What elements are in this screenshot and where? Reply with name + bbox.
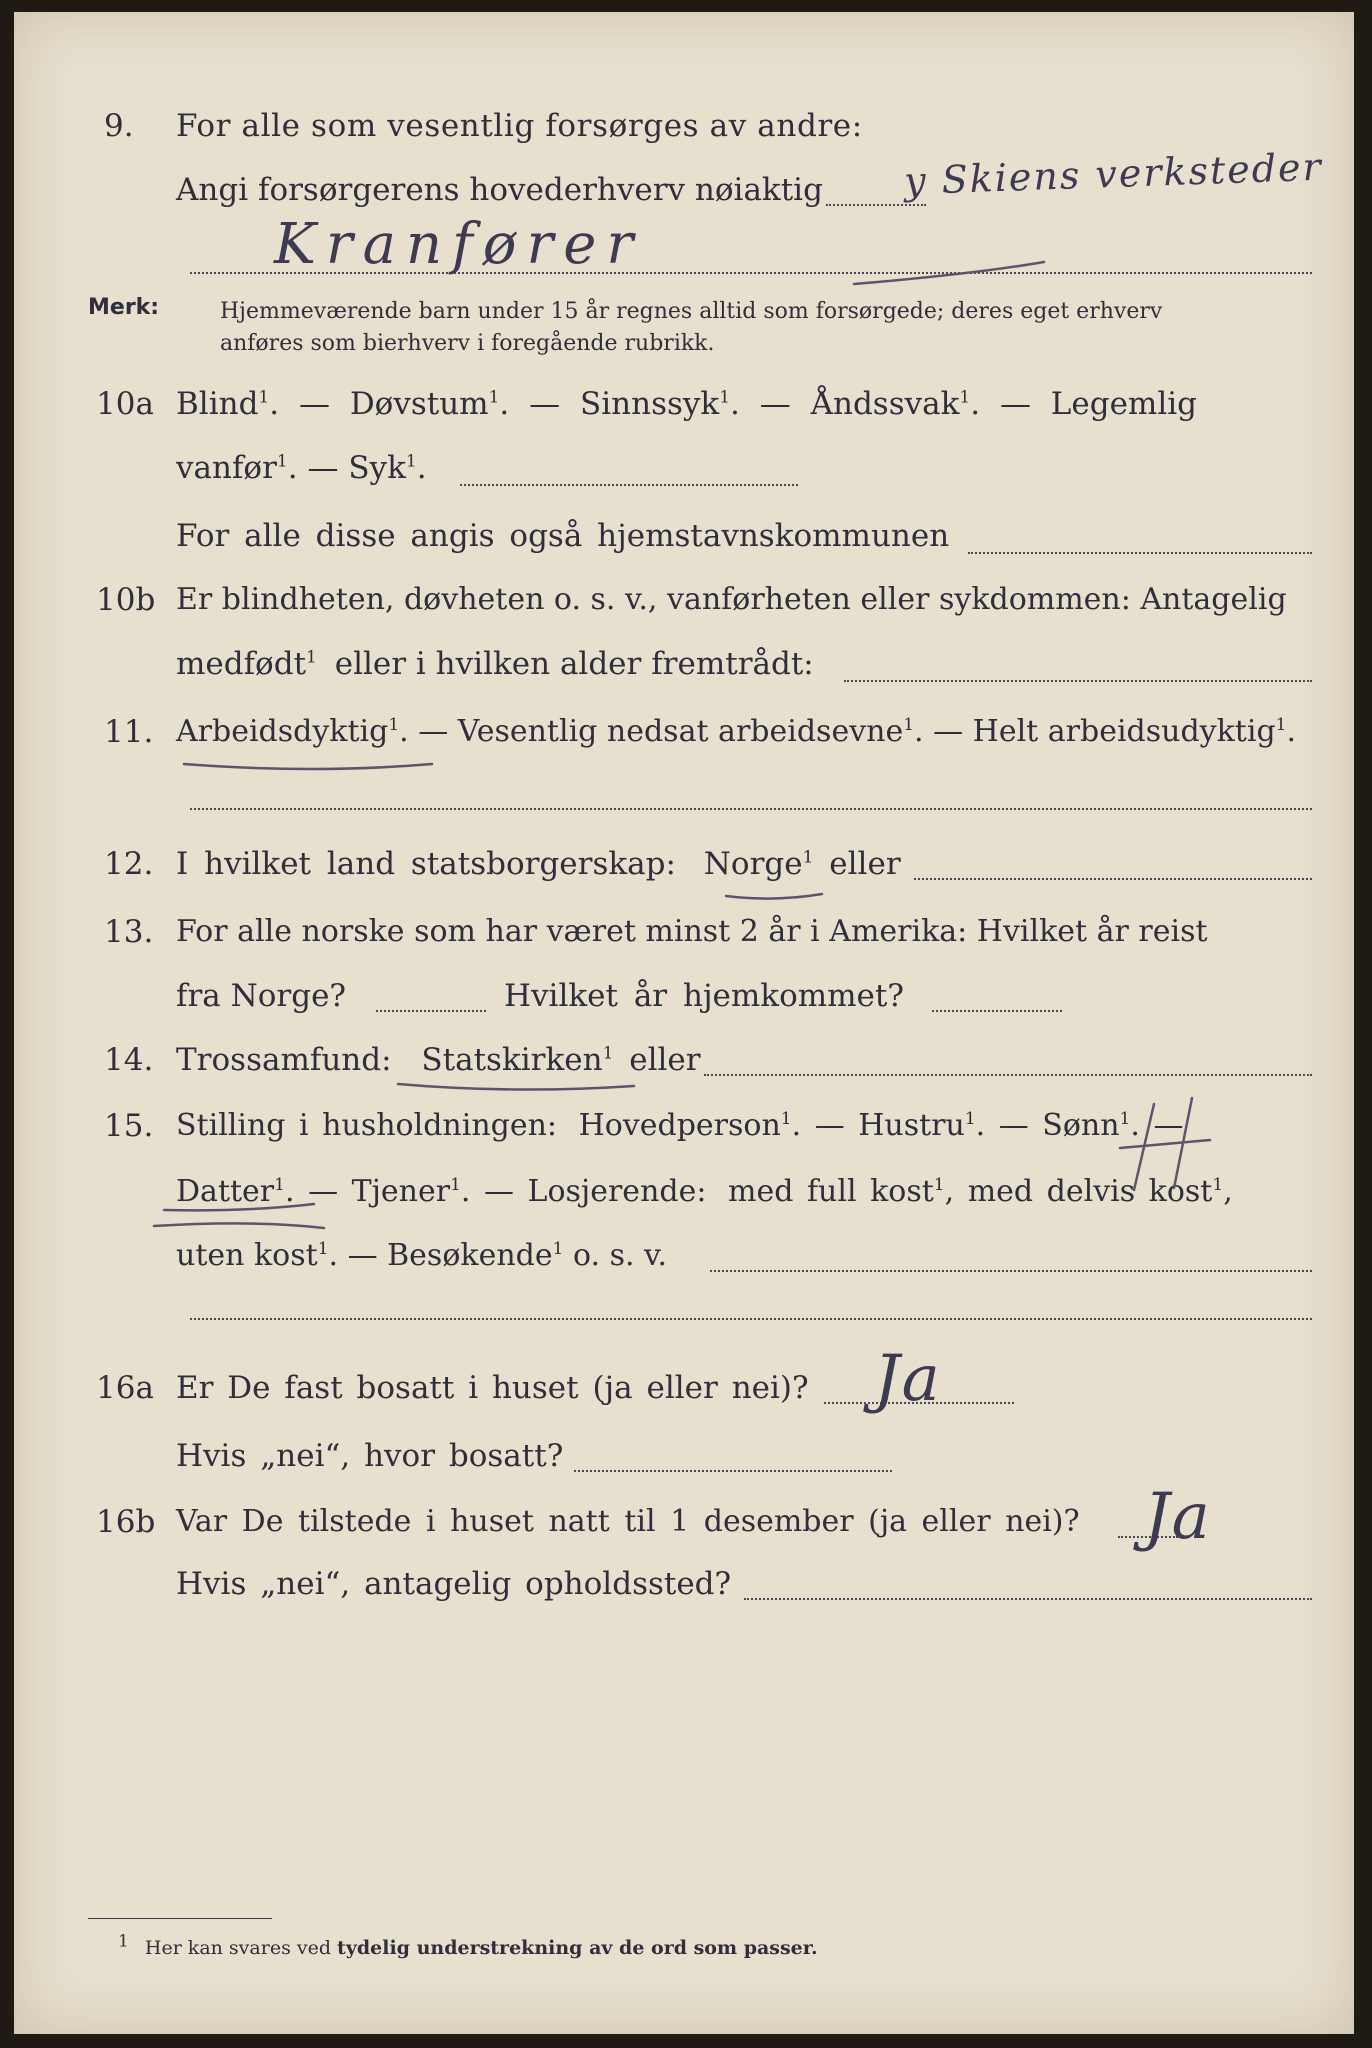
q10a-line3: For alle disse angis også hjemstavnskommunen xyxy=(176,518,950,554)
census-form-page xyxy=(14,12,1354,2034)
q15-number: 15. xyxy=(104,1108,154,1144)
q15-line1: Stilling i husholdningen: Hovedperson$^1$. — Hustru$^1$. — Sønn$^1$. — xyxy=(176,1108,1184,1143)
q15-label: Stilling i husholdningen: xyxy=(176,1108,558,1143)
q10a-line1: Blind$^1$. — Døvstum$^1$. — Sinnssyk$^1$. — Åndssvak$^1$. — Legemlig xyxy=(176,386,1197,422)
option-sonn[interactable]: — Sønn xyxy=(998,1108,1120,1143)
option-hovedperson[interactable]: Hovedperson xyxy=(578,1108,781,1143)
footnote-bold: tydelig understrekning av de ord som passer. xyxy=(337,1937,818,1959)
q15-dash: — xyxy=(1153,1108,1184,1143)
q10b-number: 10b xyxy=(96,582,156,618)
q15-line2: Datter$^1$. — Tjener$^1$. — Losjerende: med full kost$^1$, med delvis kost$^1$, xyxy=(176,1174,1233,1209)
q9-number: 9. xyxy=(104,108,134,144)
underline-arbeidsdyktig xyxy=(184,764,432,769)
q13-fra-norge: fra Norge? xyxy=(176,978,347,1014)
option-legemlig[interactable]: — Legemlig xyxy=(999,386,1197,422)
q9-line1: For alle som vesentlig forsørges av andre: xyxy=(176,108,863,144)
q10b-alder: eller i hvilken alder fremtrådt: xyxy=(334,646,814,682)
underline-norge xyxy=(726,894,822,899)
q12-number: 12. xyxy=(104,846,154,882)
q15-line3: uten kost$^1$. — Besøkende$^1$ o. s. v. xyxy=(176,1238,667,1273)
option-med-delvis-kost[interactable]: med delvis kost xyxy=(967,1174,1213,1209)
q14-eller: eller xyxy=(629,1042,701,1078)
q16b-line2: Hvis „nei“, antagelig opholdssted? xyxy=(176,1566,732,1602)
q9-line2: Angi forsørgerens hovederhverv nøiaktig xyxy=(176,172,823,208)
q13-number: 13. xyxy=(104,914,154,950)
q9-answer-flourish xyxy=(854,262,1044,284)
datter-extra-stroke xyxy=(154,1223,324,1228)
option-blind[interactable]: Blind xyxy=(176,386,259,422)
option-arbeidsudyktig[interactable]: — Helt arbeidsudyktig xyxy=(933,714,1276,749)
q15-osv: o. s. v. xyxy=(572,1238,667,1273)
q10b-line2: medfødt$^1$ eller i hvilken alder fremtrådt: xyxy=(176,646,814,682)
q9-handwritten-answer2: Kranfører xyxy=(274,212,644,277)
q12-text: I hvilket land statsborgerskap: xyxy=(176,846,676,882)
option-losjerende: — Losjerende: xyxy=(484,1174,707,1209)
option-vanfor[interactable]: vanfør xyxy=(176,450,277,486)
q14-line: Trossamfund: Statskirken$^1$ eller xyxy=(176,1042,701,1078)
option-norge[interactable]: Norge xyxy=(703,846,803,882)
option-arbeidsdyktig[interactable]: Arbeidsdyktig xyxy=(176,714,389,749)
q14-text: Trossamfund: xyxy=(176,1042,392,1078)
underline-datter xyxy=(164,1204,314,1210)
q13-line1: For alle norske som har været minst 2 år i Amerika: Hvilket år reist xyxy=(176,914,1208,949)
option-sinnssyk[interactable]: — Sinnssyk xyxy=(529,386,720,422)
q16a-line2: Hvis „nei“, hvor bosatt? xyxy=(176,1438,564,1474)
q16a-line1: Er De fast bosatt i huset (ja eller nei)? xyxy=(176,1370,809,1406)
q16b-line1: Var De tilstede i huset natt til 1 desember (ja eller nei)? xyxy=(176,1504,1080,1539)
q13-hjemkommet: Hvilket år hjemkommet? xyxy=(504,978,904,1014)
option-dovstum[interactable]: — Døvstum xyxy=(298,386,489,422)
q16a-handwritten-answer: Ja xyxy=(874,1342,942,1416)
option-med-full-kost[interactable]: med full kost xyxy=(728,1174,934,1209)
sonn-mark-3 xyxy=(1120,1140,1210,1148)
q10a-number: 10a xyxy=(96,386,154,422)
option-uten-kost[interactable]: uten kost xyxy=(176,1238,318,1273)
q12-line: I hvilket land statsborgerskap: Norge$^1$ eller xyxy=(176,846,901,882)
q11-line1: Arbeidsdyktig$^1$. — Vesentlig nedsat arbeidsevne$^1$. — Helt arbeidsudyktig$^1$. xyxy=(176,714,1297,749)
merk-line1: Hjemmeværende barn under 15 år regnes alltid som forsørgede; deres eget erhverv xyxy=(220,299,1163,324)
footnote-mark: 1 xyxy=(118,1931,129,1952)
q12-eller: eller xyxy=(829,846,901,882)
pencil-marks xyxy=(14,12,1354,2034)
footnote-text: Her kan svares ved xyxy=(144,1937,331,1959)
q9-handwritten-answer1: y Skiens verksteder xyxy=(903,144,1324,204)
merk-label: Merk: xyxy=(88,295,160,320)
q16b-handwritten-answer: Ja xyxy=(1144,1480,1212,1554)
q10b-line1: Er blindheten, døvheten o. s. v., vanførheten eller sykdommen: Antagelig xyxy=(176,582,1287,617)
underline-statskirken xyxy=(398,1084,634,1090)
option-nedsat-arbeidsevne[interactable]: — Vesentlig nedsat arbeidsevne xyxy=(418,714,904,749)
option-datter[interactable]: Datter xyxy=(176,1174,275,1209)
option-medfodt[interactable]: medfødt xyxy=(176,646,307,682)
merk-line2: anføres som bierhverv i foregående rubrikk. xyxy=(220,331,715,356)
option-syk[interactable]: — Syk xyxy=(307,450,406,486)
q16b-number: 16b xyxy=(96,1504,156,1540)
q11-number: 11. xyxy=(104,714,154,750)
q10a-line2: vanfør$^1$. — Syk$^1$. xyxy=(176,450,427,486)
option-tjener[interactable]: — Tjener xyxy=(308,1174,451,1209)
option-besokende[interactable]: — Besøkende xyxy=(347,1238,553,1273)
q16a-number: 16a xyxy=(96,1370,154,1406)
option-andssvak[interactable]: — Åndssvak xyxy=(759,386,960,422)
option-statskirken[interactable]: Statskirken xyxy=(421,1042,603,1078)
option-hustru[interactable]: — Hustru xyxy=(814,1108,965,1143)
q14-number: 14. xyxy=(104,1042,154,1078)
